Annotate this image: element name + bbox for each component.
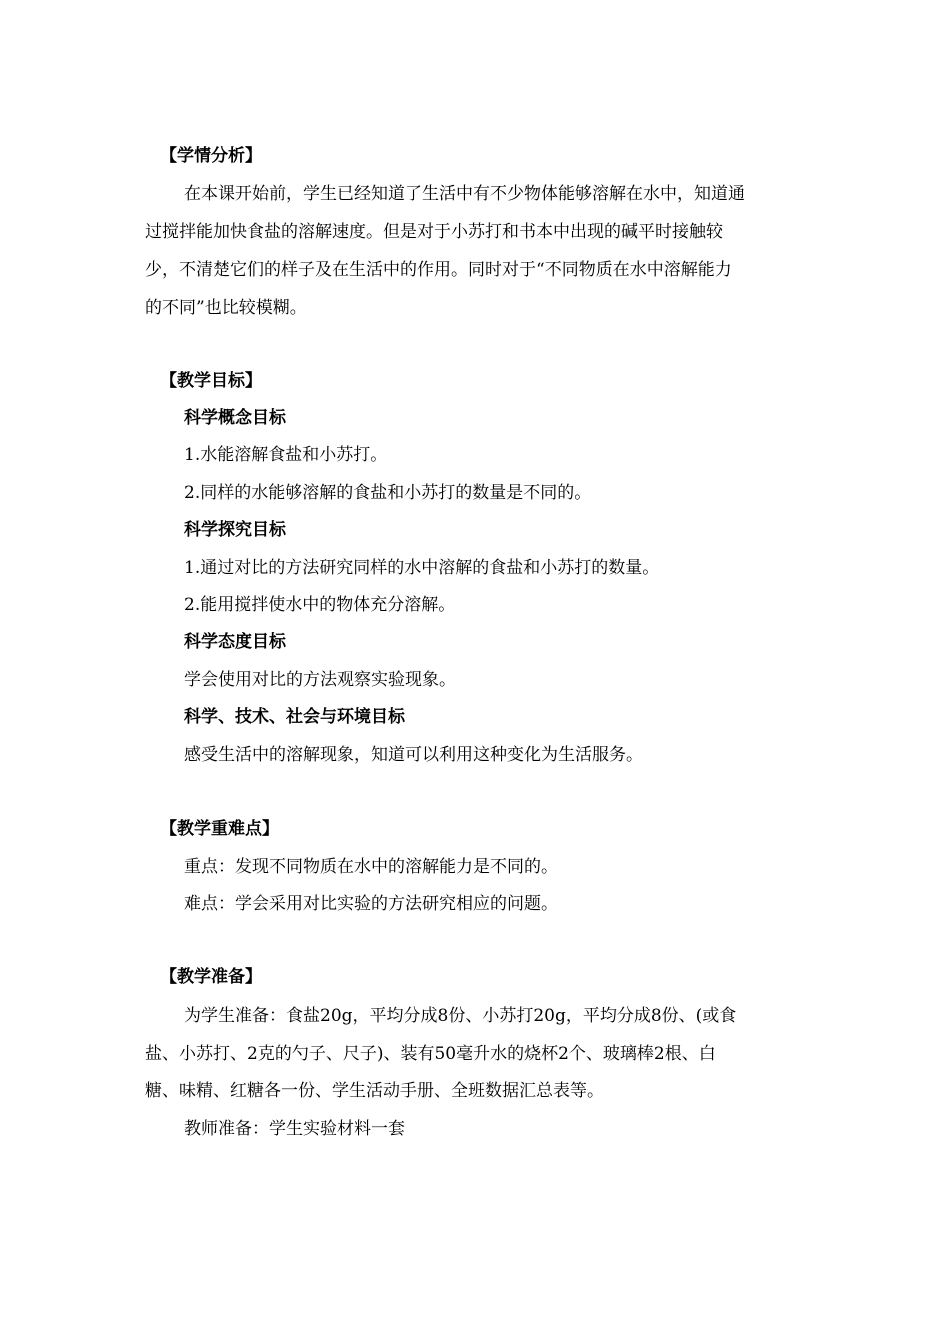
paragraph-line: 糖、味精、红糖各一份、学生活动手册、全班数据汇总表等。 [145, 1081, 604, 1101]
subsection-title-stse: 科学、技术、社会与环境目标 [184, 707, 405, 727]
paragraph-line: 过搅拌能加快食盐的溶解速度。但是对于小苏打和书本中出现的碱平时接触较 [145, 222, 723, 242]
paragraph-line: 为学生准备：食盐20g，平均分成8份、小苏打20g，平均分成8份、(或食 [184, 1006, 737, 1026]
list-item: 2.同样的水能够溶解的食盐和小苏打的数量是不同的。 [184, 483, 592, 503]
teacher-preparation: 教师准备：学生实验材料一套 [184, 1119, 405, 1139]
list-item: 2.能用搅拌使水中的物体充分溶解。 [184, 595, 456, 615]
section-title-analysis: 【学情分析】 [160, 146, 262, 166]
list-item: 1.水能溶解食盐和小苏打。 [184, 445, 388, 465]
paragraph-line: 少，不清楚它们的样子及在生活中的作用。同时对于“不同物质在水中溶解能力 [145, 260, 732, 280]
paragraph-line: 在本课开始前，学生已经知道了生活中有不少物体能够溶解在水中，知道通 [184, 184, 745, 204]
key-point-difficulty: 难点：学会采用对比实验的方法研究相应的问题。 [184, 894, 558, 914]
key-point-focus: 重点：发现不同物质在水中的溶解能力是不同的。 [184, 857, 558, 877]
section-title-preparation: 【教学准备】 [160, 967, 262, 987]
subsection-title-attitude: 科学态度目标 [184, 632, 286, 652]
list-item: 感受生活中的溶解现象，知道可以利用这种变化为生活服务。 [184, 745, 643, 765]
paragraph-line: 的不同”也比较模糊。 [145, 298, 307, 318]
section-title-goals: 【教学目标】 [160, 371, 262, 391]
list-item: 1.通过对比的方法研究同样的水中溶解的食盐和小苏打的数量。 [184, 558, 660, 578]
list-item: 学会使用对比的方法观察实验现象。 [184, 670, 456, 690]
section-title-key-points: 【教学重难点】 [160, 819, 279, 839]
paragraph-line: 盐、小苏打、2克的勺子、尺子)、装有50毫升水的烧杯2个、玻璃棒2根、白 [145, 1044, 716, 1064]
subsection-title-inquiry: 科学探究目标 [184, 520, 286, 540]
subsection-title-concept: 科学概念目标 [184, 408, 286, 428]
